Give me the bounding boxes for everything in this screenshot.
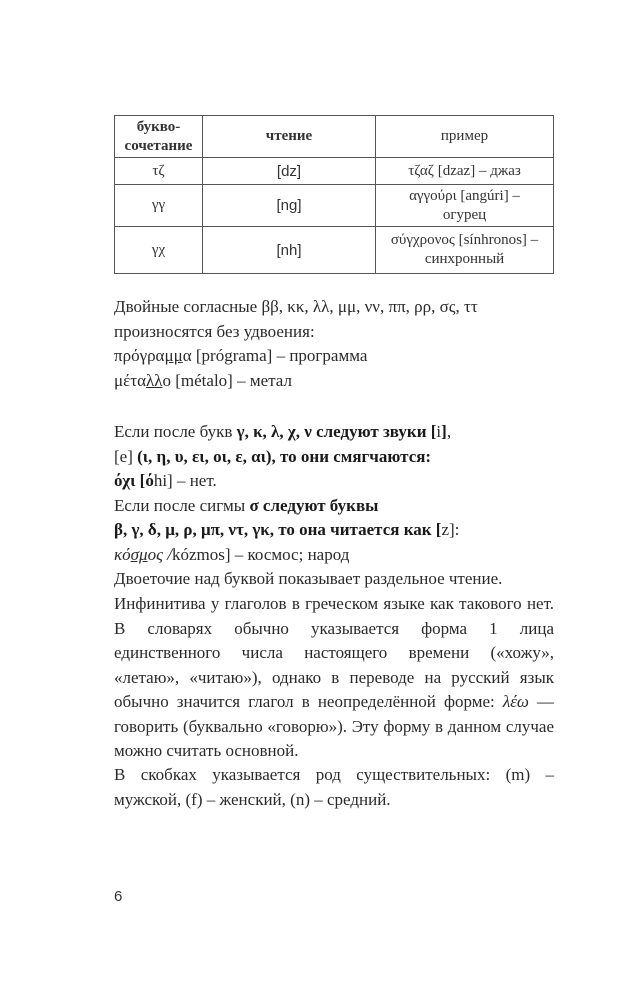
cell-reading: [nh] (203, 227, 376, 274)
cell-example: αγγούρι [angúri] – огурец (376, 185, 554, 227)
gender-text: В скобках указывается род существительных: (m) – мужской, (f) – женский, (n) – средний. (114, 765, 554, 809)
double-consonants-line: Двойные согласные ββ, κκ, λλ, μμ, νν, ππ, ρρ, σς, ττ (114, 297, 478, 316)
page-number: 6 (114, 888, 123, 905)
sigma-line: Если после сигмы σ следуют буквы (114, 495, 379, 515)
cell-combination: τζ (115, 158, 203, 185)
infinitive-paragraph (114, 592, 554, 764)
header-combination: букво- сочетание (115, 116, 203, 158)
cell-example: σύγχρονος [sínhronos] – синхронный (376, 227, 554, 274)
cell-combination: γγ (115, 185, 203, 227)
header-reading: чтение (203, 116, 376, 158)
softening-example: όχι [όhi] – нет. (114, 471, 217, 490)
double-consonants-section (114, 295, 554, 393)
example-metal: μέταλλο [métalo] – метал (114, 370, 292, 390)
cell-reading: [ng] (203, 185, 376, 227)
table-row (115, 185, 554, 227)
gender-paragraph (114, 763, 554, 812)
example-programma: πρόγραμμα [prógrama] – программа (114, 346, 368, 365)
sigma-line: β, γ, δ, μ, ρ, μπ, ντ, γκ, то она читается как [z]: (114, 520, 460, 539)
table-row (115, 158, 554, 185)
double-consonants-line: произносятся без удвоения: (114, 321, 315, 341)
softening-line: [e] (ι, η, υ, ει, οι, ε, αι), то они смягчаются: (114, 446, 432, 466)
table-header-row (115, 116, 554, 158)
cell-reading: [dz] (203, 158, 376, 185)
softening-section (114, 420, 554, 592)
cell-combination: γχ (115, 227, 203, 274)
softening-line: Если после букв γ, κ, λ, χ, ν следуют звуки [i], (114, 422, 452, 441)
diaeresis-note: Двоеточие над буквой показывает раздельное чтение. (114, 569, 503, 588)
letter-combination-table (114, 115, 554, 274)
header-example: пример (376, 116, 554, 158)
infinitive-text: Инфинитива у глаголов в греческом языке как такового нет. В словарях обычно указывается форма 1 лица единственного числа настоящего времени («хожу», «летаю», «читаю»), однако в переводе на русский язык обычно значится глагол в неопределённой форме: λέω — говорить (буквально «говорю»). Эту форму в данном случае можно считать основной. (114, 594, 554, 760)
sigma-example: κόσμος /kózmos] – космос; народ (114, 544, 350, 564)
cell-example: τζαζ [dzaz] – джаз (376, 158, 554, 185)
table-row (115, 227, 554, 274)
